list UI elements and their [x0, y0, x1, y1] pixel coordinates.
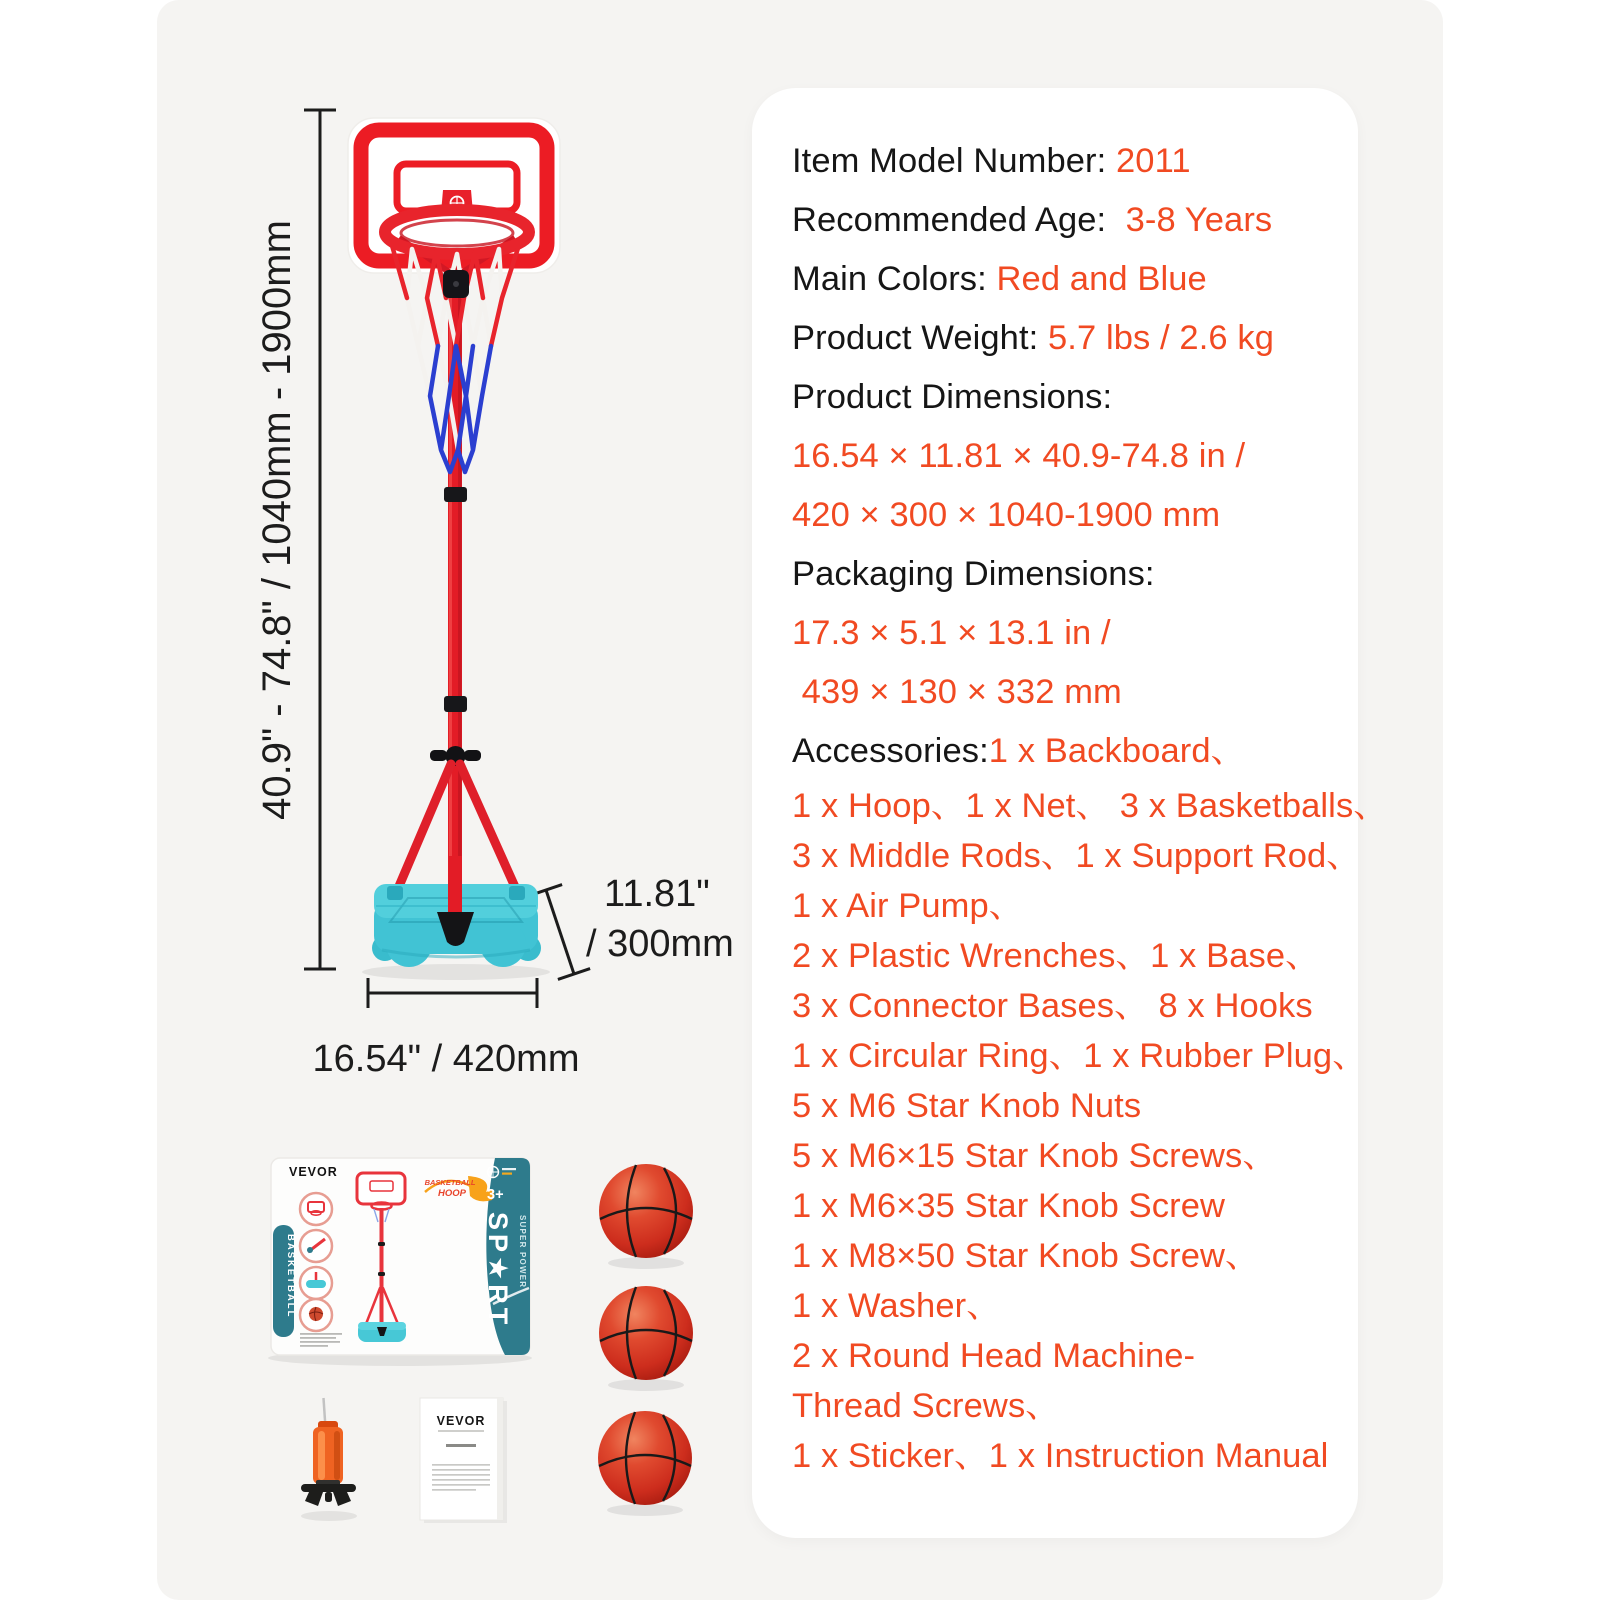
spec-value: 1 x M6×35 Star Knob Screw	[792, 1186, 1226, 1225]
spec-label: Recommended Age:	[792, 201, 1126, 240]
spec-value: 1 x Sticker、1 x Instruction Manual	[792, 1436, 1329, 1475]
height-dimension	[304, 110, 336, 969]
spec-line	[792, 881, 1336, 931]
basketball-2	[599, 1286, 693, 1391]
spec-line	[792, 309, 1336, 368]
spec-value: 1 x Circular Ring、1 x Rubber Plug、	[792, 1036, 1367, 1075]
spec-label: Main Colors:	[792, 260, 997, 299]
product-box	[268, 1158, 532, 1366]
spec-list	[792, 132, 1388, 1481]
spec-line	[792, 1181, 1336, 1231]
svg-text:HOOP: HOOP	[438, 1188, 466, 1199]
spec-line	[792, 831, 1361, 881]
spec-value: 1 x Hoop、1 x Net、 3 x Basketballs、	[792, 786, 1388, 825]
spec-value: 420 × 300 × 1040-1900 mm	[792, 496, 1221, 535]
spec-line	[792, 132, 1336, 191]
spec-line	[792, 1231, 1336, 1281]
depth-dimension	[530, 885, 590, 980]
spec-label: Product Dimensions:	[792, 378, 1113, 417]
spec-line	[792, 545, 1336, 604]
spec-line	[792, 722, 1336, 781]
width-dimension-label: 16.54" / 420mm	[312, 1038, 580, 1080]
spec-value: 5 x M6 Star Knob Nuts	[792, 1086, 1142, 1125]
instruction-manual	[420, 1398, 507, 1523]
spec-label: Item Model Number:	[792, 142, 1117, 181]
spec-card	[752, 88, 1388, 1538]
spec-line	[792, 486, 1336, 545]
spec-value: 1 x Air Pump、	[792, 886, 1024, 925]
basketball-3	[598, 1411, 692, 1516]
spec-value: 3 x Middle Rods、1 x Support Rod、	[792, 836, 1361, 875]
pole-collar-lower	[444, 696, 467, 712]
depth-dimension-label-2: / 300mm	[586, 923, 734, 965]
spec-line	[792, 1431, 1336, 1481]
spec-line	[792, 1381, 1336, 1431]
depth-dimension-line	[546, 890, 574, 974]
spec-value: 2011	[1116, 142, 1191, 181]
spec-value: 1 x M8×50 Star Knob Screw、	[792, 1236, 1260, 1275]
spec-line	[792, 427, 1336, 486]
box-age-badge: 3+	[487, 1187, 504, 1203]
spec-line	[792, 663, 1336, 722]
spec-line	[792, 250, 1336, 309]
spec-line	[792, 931, 1336, 981]
spec-label: Packaging Dimensions:	[792, 555, 1155, 594]
spec-value: Thread Screws、	[792, 1386, 1060, 1425]
spec-value: 1 x Backboard、	[988, 732, 1246, 771]
spec-line	[792, 604, 1336, 663]
adjustment-knob	[430, 746, 481, 766]
rim-clamp	[443, 270, 469, 298]
box-ribbon-label: BASKETBALL	[285, 1234, 296, 1319]
spec-line	[792, 1031, 1367, 1081]
spec-line	[792, 1281, 1336, 1331]
spec-value: 5.7 lbs / 2.6 kg	[1048, 319, 1275, 358]
spec-line	[792, 191, 1336, 250]
spec-line	[792, 981, 1336, 1031]
spec-line	[792, 1331, 1336, 1381]
pole-collar-upper	[444, 487, 467, 502]
spec-value: 2 x Plastic Wrenches、1 x Base、	[792, 936, 1320, 975]
height-dimension-label: 40.9" - 74.8" / 1040mm - 1900mm	[255, 220, 299, 820]
spec-line	[792, 781, 1388, 831]
spec-value: 439 × 130 × 332 mm	[792, 673, 1122, 712]
spec-value: 1 x Washer、	[792, 1286, 1001, 1325]
pole-lower-segment	[448, 856, 462, 918]
depth-dimension-label-1: 11.81"	[604, 873, 710, 915]
box-sport-label: SP★RT	[483, 1212, 513, 1329]
spec-label: Accessories:	[792, 732, 989, 771]
spec-value: 2 x Round Head Machine-	[792, 1336, 1196, 1375]
box-brand-logo: VEVOR	[289, 1165, 338, 1179]
air-pump	[301, 1398, 357, 1521]
manual-brand: VEVOR	[436, 1414, 486, 1428]
spec-line	[792, 368, 1336, 427]
spec-value: 17.3 × 5.1 × 13.1 in /	[792, 614, 1111, 653]
product-diagram	[155, 0, 745, 1600]
width-dimension	[368, 978, 537, 1008]
spec-line	[792, 1081, 1336, 1131]
spec-value: Red and Blue	[996, 260, 1207, 299]
basketball-1	[599, 1164, 693, 1269]
spec-value: 3 x Connector Bases、 8 x Hooks	[792, 986, 1313, 1025]
svg-text:BASKETBALL: BASKETBALL	[424, 1178, 476, 1187]
spec-value: 5 x M6×15 Star Knob Screws、	[792, 1136, 1277, 1175]
spec-value: 16.54 × 11.81 × 40.9-74.8 in /	[792, 437, 1246, 476]
spec-value: 3-8 Years	[1125, 201, 1273, 240]
spec-line	[792, 1131, 1336, 1181]
box-tagline: SUPER POWER	[518, 1215, 527, 1289]
basketball-stand-illustration	[348, 118, 560, 980]
spec-label: Product Weight:	[792, 319, 1049, 358]
